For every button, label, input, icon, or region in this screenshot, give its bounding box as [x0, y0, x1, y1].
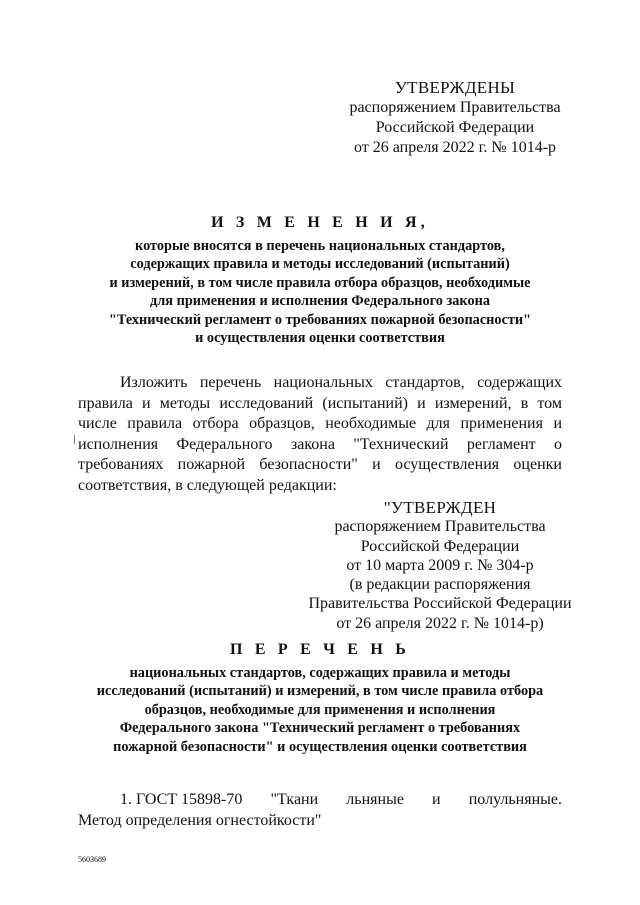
approval-quoted-line: от 10 марта 2009 г. № 304-р: [346, 556, 534, 574]
changes-subtitle: [60, 237, 580, 347]
item-word: "Ткани: [270, 791, 319, 808]
subtitle-line: исследований (испытаний) и измерений, в том числе правила отбора: [96, 683, 544, 700]
subtitle-line: которые вносятся в перечень национальных стандартов,: [135, 238, 505, 254]
subtitle-line: национальных стандартов, содержащих правила и методы: [129, 665, 511, 681]
list-item-line: [78, 790, 562, 811]
approval-quoted-line: от 26 апреля 2022 г. № 1014-р): [336, 614, 544, 632]
approval-quoted-line: Российской Федерации: [360, 537, 520, 555]
approval-quoted-line: Правительства Российской Федерации: [308, 595, 572, 613]
item-word: полульняные.: [468, 791, 562, 808]
approval-quoted-line: (в редакции распоряжения: [349, 576, 531, 594]
document-number: 5603689: [78, 855, 106, 864]
subtitle-line: содержащих правила и методы исследований (испытаний): [130, 256, 510, 273]
item-word: и: [432, 791, 441, 808]
list-heading: П Е Р Е Ч Е Н Ь: [230, 641, 410, 658]
subtitle-line: и осуществления оценки соответствия: [195, 330, 445, 347]
subtitle-line: "Технический регламент о требованиях пожарной безопасности": [108, 311, 532, 328]
item-word: льняные: [346, 791, 404, 808]
approval-line: от 26 апреля 2022 г. № 1014-р: [353, 139, 557, 156]
intro-paragraph: Изложить перечень национальных стандартов, содержащих правила и методы исследований (испытаний) и измерений, в том числе правила отбора образцов, необходимые для применения и исполнения Федерального закона "Технический регламент о требованиях пожарной безопасности" и осуществления оценки соответствия, в следующей редакции:: [78, 374, 562, 494]
subtitle-line: и измерений, в том числе правила отбора образцов, необходимые: [109, 274, 531, 291]
subtitle-line: для применения и исполнения Федерального закона: [150, 293, 490, 310]
list-subtitle: [60, 664, 580, 756]
list-item-line: Метод определения огнестойкости": [78, 811, 322, 829]
changes-heading: И З М Е Н Е Н И Я,: [211, 214, 429, 231]
subtitle-line: Федерального закона "Технический регламент о требованиях: [119, 720, 521, 737]
approval-title: УТВЕРЖДЕНЫ: [394, 78, 516, 97]
item-word: 1. ГОСТ 15898-70: [120, 791, 243, 808]
subtitle-line: пожарной безопасности" и осуществления оценки соответствия: [113, 738, 527, 755]
subtitle-line: образцов, необходимые для применения и исполнения: [144, 701, 496, 718]
approval-line: распоряжением Правительства: [349, 99, 561, 116]
approval-line: Российской Федерации: [375, 119, 535, 136]
approval-quoted: [290, 498, 590, 633]
approval-quoted-title: "УТВЕРЖДЕН: [383, 498, 497, 517]
approval-header: [330, 78, 580, 158]
margin-mark: [74, 435, 75, 444]
list-item: [78, 790, 562, 831]
approval-quoted-line: распоряжением Правительства: [334, 518, 546, 536]
